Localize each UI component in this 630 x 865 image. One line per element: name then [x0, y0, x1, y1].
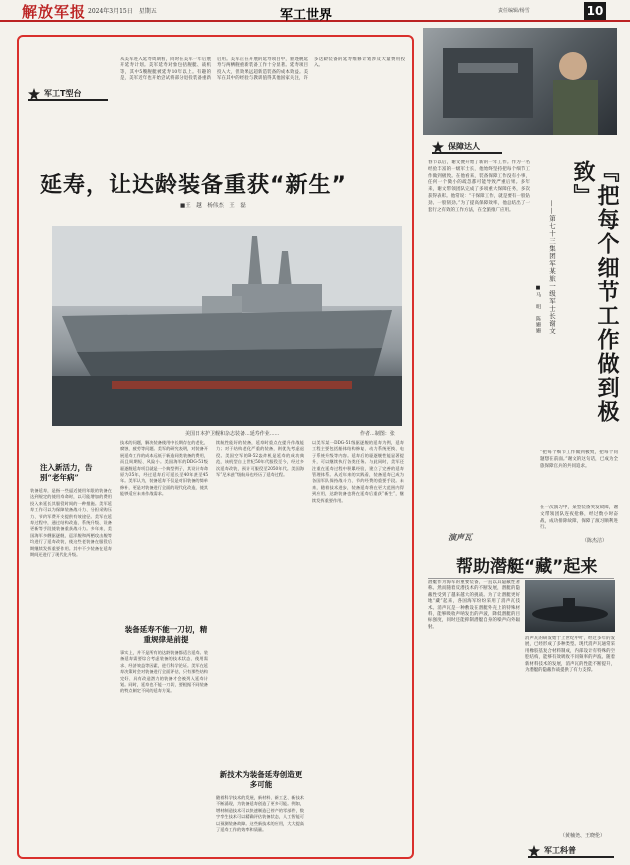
profile-quote: “把每个细节工作做到极致，把每个问题想在前面。”谢文的这句话，已成为全旅保障官兵的共同追求。 — [540, 450, 618, 469]
tag-rule — [528, 856, 614, 858]
profile-subtitle: ——第七十三集团军某旅一级军士长谢文 — [548, 200, 556, 335]
issue-date: 2024年3月15日 星期五 — [88, 8, 157, 15]
divider — [428, 578, 614, 579]
profile-author: （陈杰洁） — [582, 538, 608, 544]
profile-title: 『把每个细节工作做到极致』 — [570, 160, 619, 424]
byline: ■王 越 杨伟杰 王 磊 — [180, 203, 246, 209]
column-4-text: 以美军某一DDG-51级驱逐舰的延寿为例，延寿工程主要包括船体结构修复、动力系统更换、电子系统升级等内容。延寿后的驱逐舰性能显著提升，可以继续执行各类任务。与此同时，美军还注重在延寿过程中积累经验，建立了完善的延寿管理体系。从近年来的实践看，装备延寿已成为各国军队保持战斗力、节约经费的重要手段。未来，随着技术进步，装备延寿将在更大范围内得到应用，达龄装备也将在延寿后重获“新生”，继续发挥重要作用。 — [312, 440, 404, 503]
profile-body: 春节以后，谢文便开始了新的一年工作。作为一名经验丰富的一级军士长，他始终坚持把每个细节工作做到极致。在他看来，装备保障工作没有小事，任何一个微小的疏忽都可能导致严重后果。多年来，谢文带领团队完成了多项重大保障任务，多次获得表彰。他常说：“干保障工作，就是要有一股钻劲、一股韧劲。”为了提高保障效率，他总结出了一套行之有效的工作方法，在全旅推广应用。 — [428, 160, 530, 213]
bottom-headline: 帮助潜艇“藏”起来 — [456, 557, 598, 577]
column-2b-text: 事实上，并不是所有的达龄装备都适合延寿。装备延寿需要综合考虑装备的技术状态、使用需求、经济效益等因素，进行科学论证。美军在延寿决策时会对装备进行全面评估，只有那些结构完好、具有改造潜力的装备才会被列入延寿计划。同时，延寿也不能一刀切，要根据不同装备的特点制定不同的延寿方案。 — [120, 650, 208, 694]
newspaper-logo: 解放军报 — [22, 3, 87, 21]
profile-byline: ■马 明 陈姗姗 — [535, 285, 541, 334]
tag-rule — [28, 99, 108, 101]
warship-photo — [52, 226, 402, 426]
profile-body-2: 在一次演习中，某型装备突发故障，谢文带领团队连夜抢修，经过数小时奋战，成功排除故障，保障了演习顺利进行。 — [540, 505, 618, 531]
mechanic-photo — [423, 28, 617, 135]
page-number: 10 — [584, 2, 606, 20]
bottom-body-2: 消声瓦的研发始于上世纪中叶，经过多年的发展，已经形成了多种类型。现代消声瓦通常采用橡胶基复合材料制成，内部设计有特殊的空腔结构，能够有效吸收不同频率的声波。随着新材料技术的发展，消声瓦的性能不断提升，为潜艇的隐蔽作战提供了有力支撑。 — [525, 636, 615, 674]
bottom-author: （黄楠尧、王晓伦） — [560, 833, 606, 839]
photo-credit: 作者...制图：张 — [360, 431, 395, 437]
photo-caption: 美国日本护卫舰和杂志装备...延寿作业...... — [185, 431, 280, 437]
column-tag: 保障达人 — [448, 142, 480, 151]
subhead-3: 新技术为装备延寿创造更多可能 — [219, 770, 303, 789]
column-tag: 军工T型台 — [44, 89, 82, 98]
subhead-2: 装备延寿不能一刀切，精重规律是前提 — [124, 625, 208, 644]
column-2-text: 技术的问题，解决装备使用中长期存在的老化、腐蚀、疲劳等问题。美军的研究表明，对装备开展延寿工作的成本远低于新造同类装备的费用，而且周期短、风险小。美国海军的DDG-51级驱逐舰延寿项目就是一个典型例子，其设计寿命原为35年，经过延寿后可延长至40年甚至45年。美军认为，装备延寿不仅是对旧装备的简单修补，更是对装备进行全面的现代化改造，使其能够适应未来作战需求。 — [120, 440, 208, 497]
submarine-photo — [525, 580, 615, 632]
star-icon — [432, 138, 444, 150]
star-icon — [28, 85, 40, 97]
section-title: 军工世界 — [280, 8, 333, 23]
star-icon — [528, 842, 540, 854]
bottom-tag: 演声瓦 — [448, 533, 472, 542]
headline: 延寿，让达龄装备重获“新生” — [40, 173, 347, 198]
editor-credit: 责任编辑/杨雪 — [498, 8, 530, 14]
column-3-text: 续航性能好的装备，延寿时重点在提升作战能力；对于结构老化严重的装备，则优先考虑退役。美国空军的B-52轰炸机是延寿的成功典范，该机型自上世纪50年代服役至今，经过多次延寿改装，预计可服役至2050年代。美国海军“尼米兹”级航母也经历了延寿过程。 — [216, 440, 304, 478]
tag-rule — [432, 152, 502, 154]
subhead-1: 注入新活力，告别“老年病” — [40, 463, 93, 482]
article-intro: 从美军进入延寿周期看，同时在美军一年后展开延寿计划。美军延寿对象包括舰艇、战机等，其中5艘舰艇被延寿10年以上。有趣的是，美军近年也开始尝试将部分退役装备重新启用。美军正在开展的延寿项目中，驱逐舰延寿与两栖舰重新装备工作十分显著。延寿项目投入大，但效果远超新造装备的成本效益。美军在其中的经验与教训值得其他国家关注，许多达龄装备的延寿维修计划涉及大量费用投入。 — [120, 57, 405, 82]
column-1-text: 装备延寿，是指一些逼近使用年限的装备在达到规定的使用寿命时，以可能增加的费用投入来延长其服役时间的一种措施。美军延寿工作可以为保障装备战斗力、分担采购压力、节约军费开支提供有效途径。美军在延寿过程中，通过结构改造、系统升级、设备更新等手段使装备重获战斗力。多年来，美国海军多艘驱逐舰、巡洋舰和两栖攻击舰等均进行了延寿改装，使这些老装备在服役后期继续发挥重要作用。其中不少装备在延寿期间还进行了现代化升级。 — [30, 488, 112, 558]
column-3b-text: 随着科学技术的发展，新材料、新工艺、新技术不断涌现，为装备延寿创造了更多可能。例如，增材制造技术可以快速制造已停产的零部件，数字孪生技术可以精确评估装备状态，人工智能可以预测装备故障。这些新技术的应用，大大提高了延寿工作的效率和质量。 — [216, 795, 304, 833]
section-box-tag: 军工科普 — [544, 846, 576, 855]
bottom-body: 潜艇作为海军的重要装备，一直以其隐蔽性著称。然而随着反潜技术的不断发展，潜艇的隐蔽性受到了越来越大的挑战。为了让潜艇更好地“藏”起来，各国海军纷纷采用了消声瓦技术。消声瓦是一种敷设在潜艇外壳上的特殊材料，能够吸收声呐发出的声波，降低潜艇的目标强度，同时还能抑制潜艇自身的噪声向外辐射。 — [428, 580, 520, 630]
